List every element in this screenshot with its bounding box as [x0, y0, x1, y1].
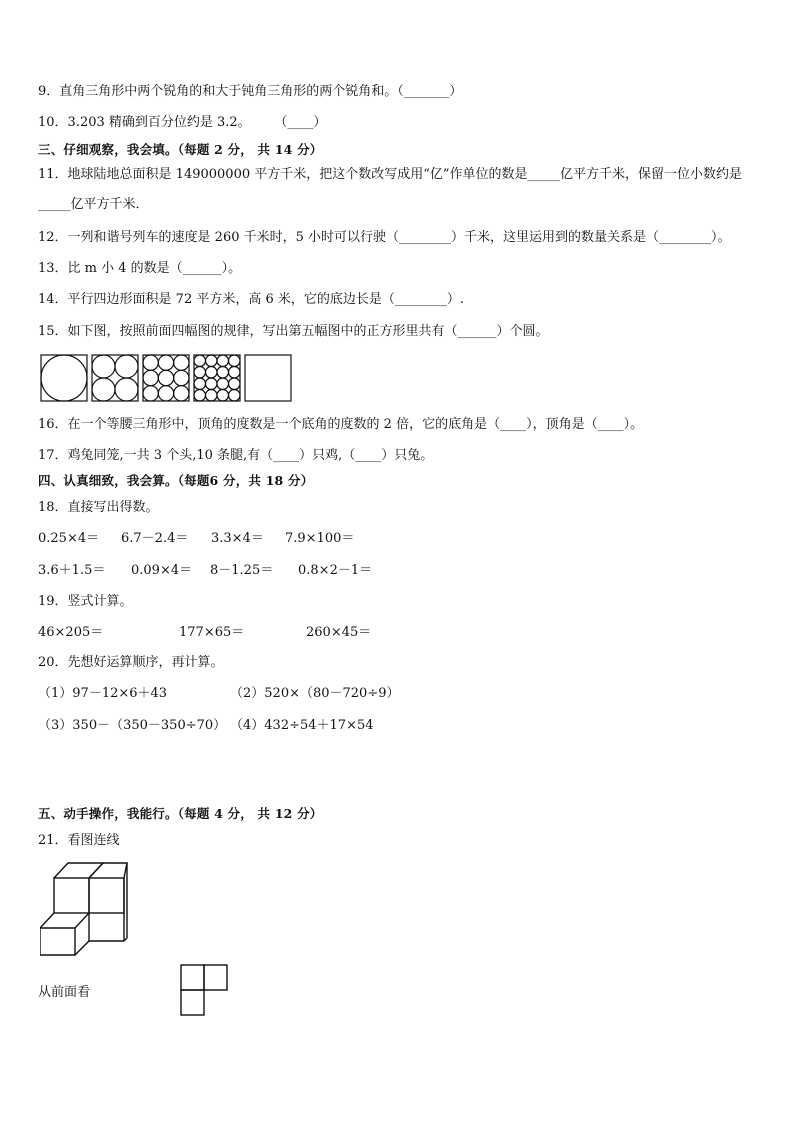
pattern-circle — [115, 355, 138, 378]
q19-item: 177×65＝ — [179, 625, 245, 640]
pattern-circle — [143, 370, 158, 385]
q19-item: 260×45＝ — [306, 625, 372, 640]
circle-pattern-figure — [40, 354, 300, 404]
question-14: 14．平行四边形面积是 72 平方米，高 6 米，它的底边长是（________）. — [38, 292, 465, 307]
pattern-circle — [217, 367, 229, 379]
pattern-circle — [194, 355, 206, 367]
pattern-circle — [194, 390, 206, 402]
q20-item: （3）350－（350－350÷70） — [38, 718, 227, 733]
q19-item: 46×205＝ — [38, 625, 104, 640]
pattern-circle — [143, 355, 158, 370]
question-20: 20．先想好运算顺序，再计算。 — [38, 655, 224, 670]
q18-item: 0.8×2－1＝ — [298, 563, 373, 578]
pattern-circle — [41, 355, 87, 401]
pattern-circle — [174, 386, 189, 401]
pattern-circle — [143, 386, 158, 401]
q18-item: 3.3×4＝ — [211, 531, 264, 546]
pattern-circle — [229, 390, 241, 402]
front-view-label: 从前面看 — [38, 985, 91, 1000]
pattern-circle — [229, 355, 241, 367]
cube-stack-figure — [40, 858, 132, 958]
q18-item: 3.6＋1.5＝ — [38, 563, 106, 578]
front-view-shape — [179, 963, 231, 1019]
pattern-circle — [194, 367, 206, 379]
q20-item: （1）97－12×6＋43 — [38, 686, 168, 701]
pattern-circle — [206, 390, 218, 402]
pattern-circle — [206, 378, 218, 390]
q18-item: 6.7－2.4＝ — [121, 531, 189, 546]
question-11: 11．地球陆地总面积是 149000000 平方千米，把这个数改写成用“亿”作单位的数是_____亿平方千米，保留一位小数约是_____亿平方千米． — [38, 167, 743, 212]
section-3-heading: 三、仔细观察，我会填。（每题 2 分， 共 14 分） — [38, 142, 323, 157]
pattern-circle — [229, 378, 241, 390]
pattern-circle — [174, 370, 189, 385]
q18-item: 0.09×4＝ — [131, 563, 193, 578]
question-15: 15．如下图，按照前面四幅图的规律，写出第五幅图中的正方形里共有（______）个圆。 — [38, 324, 549, 339]
pattern-circle — [206, 367, 218, 379]
pattern-circle — [92, 378, 115, 401]
pattern-circle — [206, 355, 218, 367]
section-4-heading: 四、认真细致，我会算。（每题6 分，共 18 分） — [38, 473, 314, 488]
question-13: 13．比 m 小 4 的数是（______）。 — [38, 261, 242, 276]
q18-item: 7.9×100＝ — [285, 531, 355, 546]
pattern-circle — [174, 355, 189, 370]
q20-item: （2）520×（80－720÷9） — [230, 686, 400, 701]
question-18: 18．直接写出得数。 — [38, 500, 159, 515]
pattern-circle — [158, 370, 173, 385]
pattern-circle — [158, 355, 173, 370]
pattern-circle — [115, 378, 138, 401]
question-21: 21．看图连线 — [38, 833, 120, 848]
section-5-heading: 五、动手操作，我能行。（每题 4 分， 共 12 分） — [38, 806, 323, 821]
q18-item: 0.25×4＝ — [38, 531, 100, 546]
pattern-square — [245, 355, 291, 401]
pattern-circle — [229, 367, 241, 379]
q18-item: 8－1.25＝ — [210, 563, 274, 578]
pattern-circle — [194, 378, 206, 390]
question-10: 10．3.203 精确到百分位约是 3.2。 （____） — [38, 115, 327, 130]
question-19: 19．竖式计算。 — [38, 594, 133, 609]
pattern-circle — [92, 355, 115, 378]
pattern-circle — [217, 355, 229, 367]
pattern-circle — [217, 378, 229, 390]
pattern-circle — [217, 390, 229, 402]
q20-item: （4）432÷54＋17×54 — [230, 718, 374, 733]
pattern-square — [143, 355, 189, 401]
pattern-square — [92, 355, 138, 401]
question-16: 16．在一个等腰三角形中，顶角的度数是一个底角的度数的 2 倍，它的底角是（____），顶角是（____）。 — [38, 417, 644, 432]
pattern-circle — [158, 386, 173, 401]
question-17: 17．鸡兔同笼,一共 3 个头,10 条腿,有（____）只鸡,（____）只兔。 — [38, 448, 434, 463]
question-9: 9．直角三角形中两个锐角的和大于钝角三角形的两个锐角和。（_______） — [38, 84, 463, 99]
question-12: 12．一列和谐号列车的速度是 260 千米时，5 小时可以行驶（________）千米，这里运用到的数量关系是（________）。 — [38, 230, 731, 245]
